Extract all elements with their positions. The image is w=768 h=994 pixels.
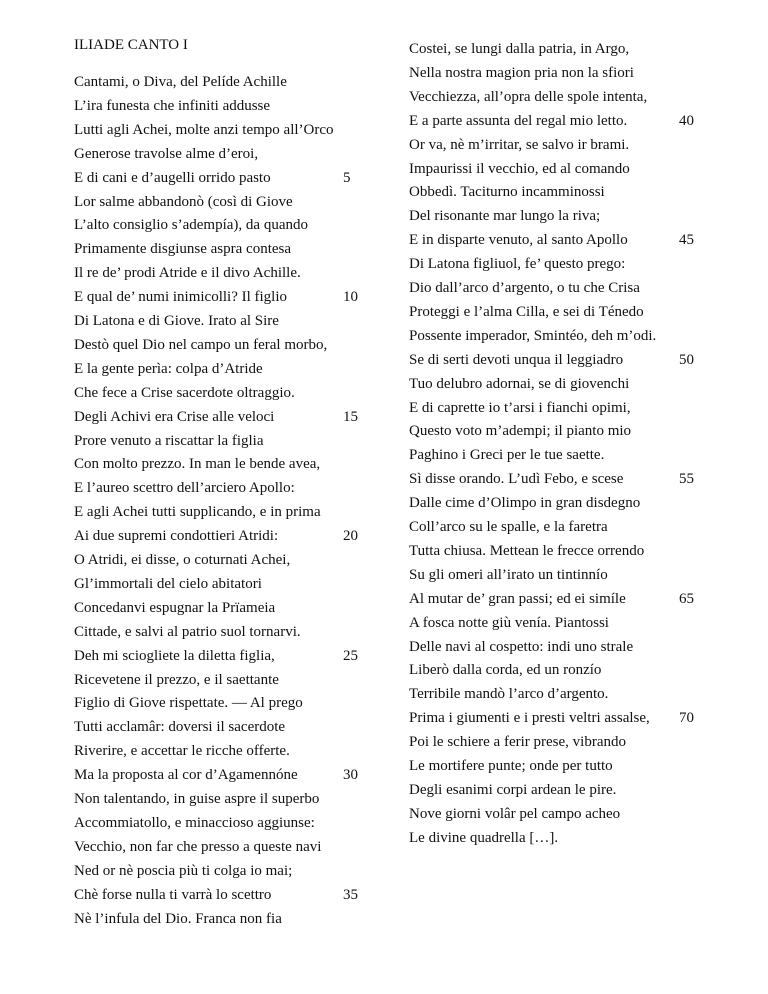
verse-line: Di Latona e di Giove. Irato al Sire [74,313,279,329]
verse-line: Proteggi e l’alma Cilla, e sei di Ténedo [409,304,644,320]
verse-line: Delle navi al cospetto: indi uno strale [409,639,634,655]
verse-line: E agli Achei tutti supplicando, e in prima [74,504,321,520]
verse-line: Cittade, e salvi al patrio suol tornarvi. [74,624,301,640]
verse-line: Accommiatollo, e minaccioso aggiunse: [74,815,315,831]
verse-line: Chè forse nulla ti varrà lo scettro [74,887,272,903]
verse-line: Prore venuto a riscattar la figlia [74,433,264,449]
verse-line: Tuo delubro adornai, se di giovenchi [409,376,630,392]
verse-line: Su gli omeri all’irato un tintinnío [409,567,608,583]
verse-line: Nove giorni volâr pel campo acheo [409,806,621,822]
verse-line: Cantami, o Diva, del Pelíde Achille [74,74,287,90]
verse-line: O Atridi, ei disse, o coturnati Achei, [74,552,291,568]
verse-line: Che fece a Crise sacerdote oltraggio. [74,385,295,401]
verse-line: Liberò dalla corda, ed un ronzío [409,662,602,678]
line-number: 55 [679,471,694,487]
verse-line: Tutti acclamâr: doversi il sacerdote [74,719,286,735]
line-number: 30 [343,767,358,783]
verse-line: Coll’arco su le spalle, e la faretra [409,519,608,535]
verse-line: Al mutar de’ gran passi; ed ei simíle [409,591,626,607]
verse-line: E in disparte venuto, al santo Apollo [409,232,628,248]
verse-line: Dalle cime d’Olimpo in gran disdegno [409,495,641,511]
verse-line: Vecchiezza, all’opra delle spole intenta, [409,89,648,105]
verse-line: Vecchio, non far che presso a queste navi [74,839,322,855]
verse-line: E l’aureo scettro dell’arciero Apollo: [74,480,295,496]
verse-line: Paghino i Greci per le tue saette. [409,447,605,463]
verse-line: Non talentando, in guise aspre il superbo [74,791,320,807]
verse-line: Degli Achivi era Crise alle veloci [74,409,275,425]
verse-line: Prima i giumenti e i presti veltri assalse, [409,710,650,726]
verse-line: Le divine quadrella […]. [409,830,559,846]
verse-line: A fosca notte giù venía. Piantossi [409,615,609,631]
verse-line: Ma la proposta al cor d’Agamennóne [74,767,298,783]
verse-line: Primamente disgiunse aspra contesa [74,241,292,257]
verse-line: Degli esanimi corpi ardean le pire. [409,782,617,798]
verse-line: E di cani e d’augelli orrido pasto [74,170,271,186]
line-number: 40 [679,113,694,129]
line-number: 45 [679,232,694,248]
verse-line: Le mortifere punte; onde per tutto [409,758,613,774]
verse-line: Obbedì. Taciturno incamminossi [409,184,605,200]
page-title: ILIADE CANTO I [74,37,188,53]
verse-line: Destò quel Dio nel campo un feral morbo, [74,337,328,353]
verse-line: L’ira funesta che infiniti addusse [74,98,271,114]
verse-line: Sì disse orando. L’udì Febo, e scese [409,471,624,487]
verse-line: Questo voto m’adempi; il pianto mio [409,423,632,439]
verse-line: Tutta chiusa. Mettean le frecce orrendo [409,543,645,559]
verse-line: Dio dall’arco d’argento, o tu che Crisa [409,280,640,296]
verse-line: Poi le schiere a ferir prese, vibrando [409,734,626,750]
verse-line: E qual de’ numi inimicolli? Il figlio [74,289,288,305]
verse-line: Generose travolse alme d’eroi, [74,146,259,162]
verse-line: Concedanvi espugnar la Prïameia [74,600,276,616]
verse-line: E la gente perìa: colpa d’Atride [74,361,263,377]
verse-line: Ricevetene il prezzo, e il saettante [74,672,279,688]
line-number: 70 [679,710,694,726]
line-number: 25 [343,648,358,664]
verse-line: Nè l’infula del Dio. Franca non fia [74,911,282,927]
verse-line: E di caprette io t’arsi i fianchi opimi, [409,400,631,416]
line-number: 15 [343,409,358,425]
verse-line: Terribile mandò l’arco d’argento. [409,686,609,702]
line-number: 50 [679,352,694,368]
verse-line: Or va, nè m’irritar, se salvo ir brami. [409,137,630,153]
verse-line: Gl’immortali del cielo abitatori [74,576,262,592]
verse-line: Di Latona figliuol, fe’ questo prego: [409,256,626,272]
verse-line: Riverire, e accettar le ricche offerte. [74,743,290,759]
verse-line: Ned or nè poscia più ti colga io mai; [74,863,293,879]
line-number: 65 [679,591,694,607]
verse-line: Lutti agli Achei, molte anzi tempo all’Orco [74,122,334,138]
verse-line: Del risonante mar lungo la riva; [409,208,601,224]
verse-line: Nella nostra magion pria non la sfiori [409,65,634,81]
verse-line: Il re de’ prodi Atride e il divo Achille. [74,265,301,281]
verse-line: Lor salme abbandonò (così di Giove [74,194,293,210]
verse-line: Impaurissi il vecchio, ed al comando [409,161,630,177]
line-number: 5 [343,170,351,186]
verse-line: L’alto consiglio s’adempía), da quando [74,217,308,233]
verse-line: Con molto prezzo. In man le bende avea, [74,456,321,472]
verse-line: Possente imperador, Smintéo, deh m’odi. [409,328,657,344]
verse-line: Costei, se lungi dalla patria, in Argo, [409,41,630,57]
verse-line: Figlio di Giove rispettate. — Al prego [74,695,303,711]
verse-line: Deh mi sciogliete la diletta figlia, [74,648,275,664]
verse-line: Se di serti devoti unqua il leggiadro [409,352,624,368]
line-number: 35 [343,887,358,903]
verse-line: Ai due supremi condottieri Atridi: [74,528,279,544]
verse-line: E a parte assunta del regal mio letto. [409,113,628,129]
line-number: 10 [343,289,358,305]
line-number: 20 [343,528,358,544]
